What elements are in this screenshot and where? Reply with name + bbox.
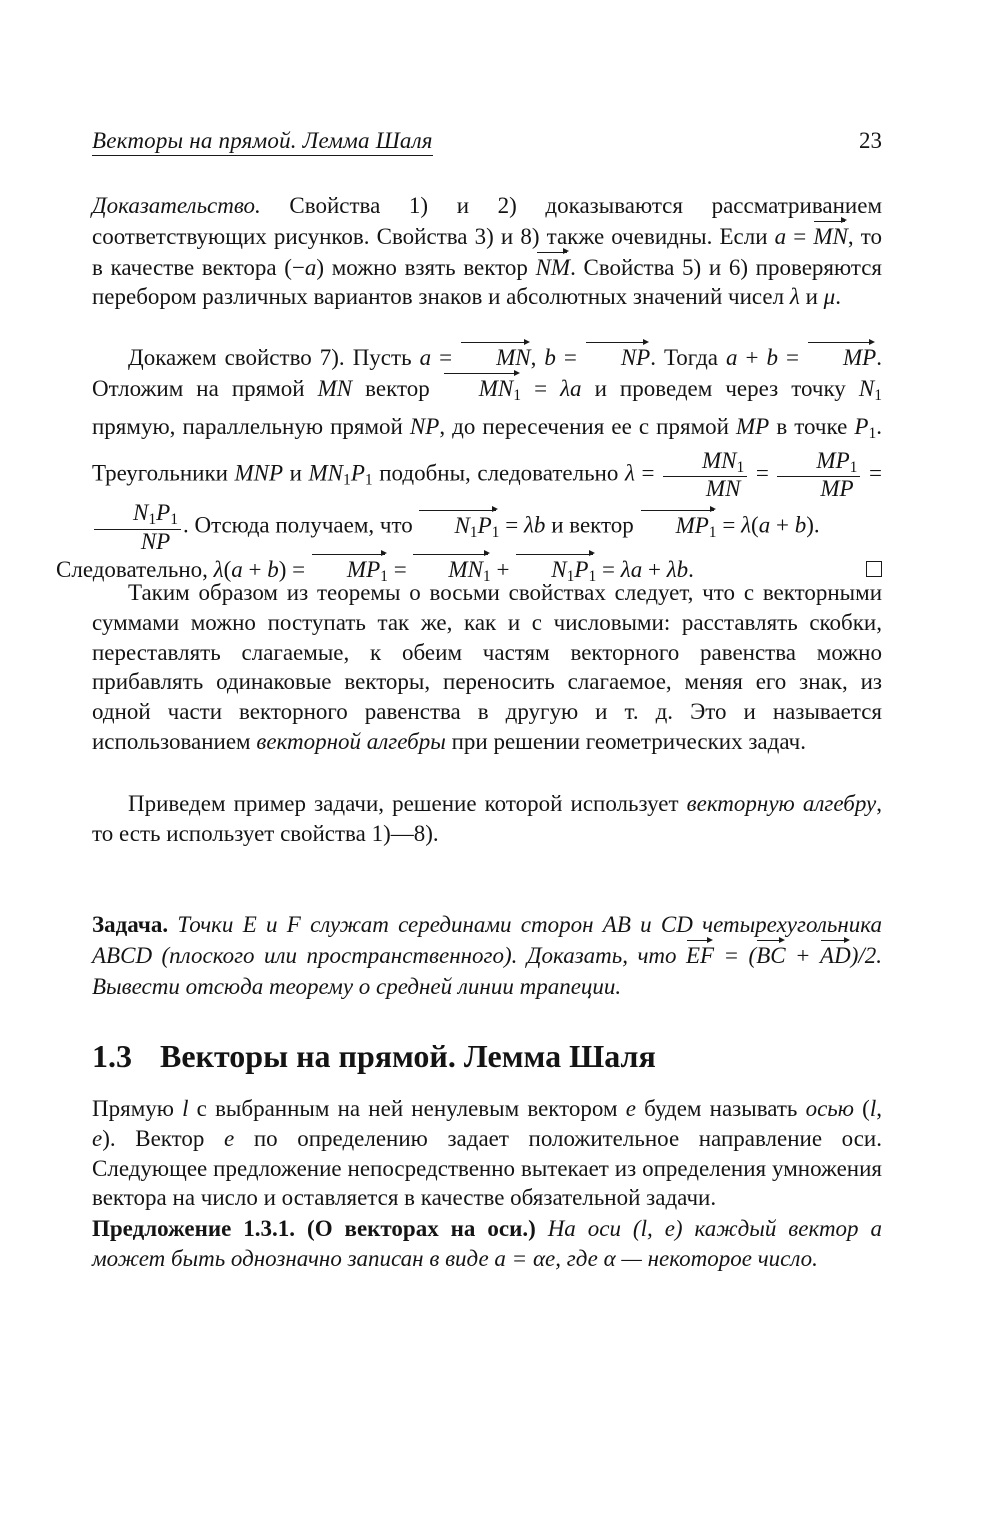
section-title: Векторы на прямой. Лемма Шаля: [160, 1038, 656, 1074]
example-paragraph: Приведем пример задачи, решение которой использует векторную алгебру, то есть использует свойства 1)—8).: [92, 791, 882, 846]
emphasis-vector-algebra-2: векторную алгебру: [686, 791, 877, 816]
proposition-1-3-1: Предложение 1.3.1. (О векторах на оси.) На оси (l, e) каждый вектор a может быть однозначно записан в виде a = αe, где α — некоторое число.: [92, 1216, 883, 1271]
section-number: 1.3: [92, 1038, 132, 1074]
running-head-title: Векторы на прямой. Лемма Шаля: [92, 128, 433, 156]
qed-square-icon: [866, 561, 882, 577]
proposition-title: (О векторах на оси.): [307, 1216, 536, 1241]
emphasis-axis: осью: [805, 1096, 854, 1121]
proof-paragraph: Доказательство. Свойства 1) и 2) доказываются рассматриванием соответствующих рисунков. Свойства 3) и 8) также очевидны. Если a = MN, то в качестве вектора (−a) можно взять вектор NM. Свойства 5) и 6) проверяются перебором различных вариантов знаков и абсолютных значений чисел λ и μ.: [92, 193, 882, 310]
axis-paragraph: Прямую l с выбранным на ней ненулевым вектором e будем называть осью (l, e). Вектор e по определению задает положительное направление оси. Следующее предложение непосредственно вытекает из определения умножения вектора на число и оставляется в качестве обязательной задачи.: [92, 1096, 882, 1211]
emphasis-vector-algebra: векторной алгебры: [256, 728, 446, 754]
section-heading: [92, 1036, 656, 1076]
running-head: [92, 128, 882, 158]
problem-label: Задача.: [92, 912, 169, 937]
problem-statement: Задача. Точки E и F служат серединами сторон AB и CD четырехугольника ABCD (плоского или пространственного). Доказать, что EF = (BC + AD)/2. Вывести отсюда теорему о средней линии трапеции.: [92, 912, 882, 999]
vector-algebra-paragraph: Таким образом из теоремы о восьми свойствах следует, что с векторными суммами можно поступать так же, как и с числовыми: расставлять скобки, переставлять слагаемые, к обеим частям векторного равенства можно прибавлять одинаковые векторы, переносить слагаемое, меняя его знак, из одной части векторного равенства в другую и т. д. Это и называется использованием векторной алгебры при решении геометрических задач.: [92, 580, 882, 754]
property-7-proof: Докажем свойство 7). Пусть a = MN, b = NP. Тогда a + b = MP. Отложим на прямой MN вектор $MN_1 = \lambda a$ и проведем через точку $N_1$ прямую, параллельную прямой NP, до пересечения ее с прямой MP в точке $P_1$. Треугольники MNP и $MN_1P_1$ подобны, следовательно λ = $\frac{MN_1}{MN}$ = $\frac{MP_1}{MP}$ = $\frac{N_1P_1}{NP}$ . Отсюда получаем, что $N_1P_1 = \lambda b$ и вектор $MP_1 = \lambda(a + b)$. Следовательно, $\lambda(a + b) = MP_1 = MN_1 + N_1P_1 = \lambda a + \lambda b$.: [92, 342, 882, 585]
page-number: 23: [859, 128, 882, 153]
proof-label: Доказательство.: [92, 193, 261, 218]
proposition-label: Предложение 1.3.1.: [92, 1216, 296, 1241]
